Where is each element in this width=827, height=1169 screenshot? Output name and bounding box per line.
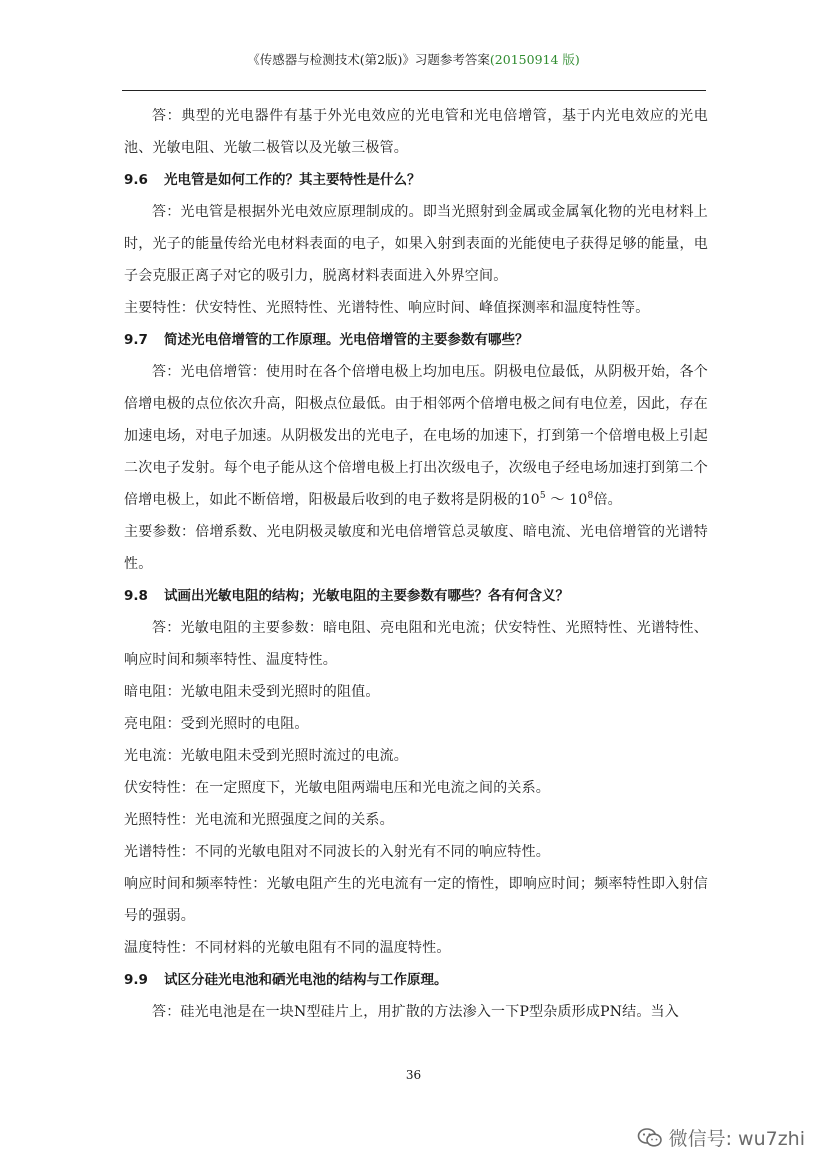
answer-paragraph: 答：硅光电池是在一块N型硅片上，用扩散的方法渗入一下P型杂质形成PN结。当入 [152,1004,679,1020]
formula-base: 10 [521,492,540,508]
definition-line: 暗电阻：光敏电阻未受到光照时的阻值。 [124,684,380,700]
question-number: 9.7 [124,332,148,348]
formula-exponent: 8 [587,491,594,501]
formula-separator: ～ [545,492,570,508]
question-text: 光电管是如何工作的？其主要特性是什么？ [164,172,421,188]
answer-paragraph [124,356,708,516]
question-number: 9.9 [124,972,148,988]
page-header [0,50,827,68]
watermark [637,1124,805,1151]
header-title: 《传感器与检测技术(第2版)》习题参考答案 [247,52,490,67]
definition-line: 响应时间和频率特性：光敏电阻产生的光电流有一定的惰性，即响应时间；频率特性即入射信号的强弱。 [124,876,708,924]
formula-tail: 倍。 [593,492,622,508]
answer-paragraph: 答：光敏电阻的主要参数：暗电阻、亮电阻和光电流；伏安特性、光照特性、光谱特性、响应时间和频率特性、温度特性。 [124,620,708,668]
question-number: 9.8 [124,588,148,604]
formula [522,492,622,508]
definition-line: 亮电阻：受到光照时的电阻。 [124,716,309,732]
answer-paragraph: 答：典型的光电器件有基于外光电效应的光电管和光电倍增管，基于内光电效应的光电池、光敏电阻、光敏二极管以及光敏三极管。 [124,108,708,156]
page-number: 36 [405,1068,422,1082]
question-number: 9.6 [124,172,148,188]
question-text: 简述光电倍增管的工作原理。光电倍增管的主要参数有哪些？ [164,332,529,348]
question-heading [124,164,708,196]
answer-paragraph: 主要参数：倍增系数、光电阴极灵敏度和光电倍增管总灵敏度、暗电流、光电倍增管的光谱特性。 [124,524,708,572]
formula-base: 10 [569,492,588,508]
question-heading [124,580,708,612]
definition-line: 光电流：光敏电阻未受到光照时流过的电流。 [124,748,408,764]
question-heading [124,324,708,356]
definition-line: 光照特性：光电流和光照强度之间的关系。 [124,812,394,828]
answer-paragraph: 主要特性：伏安特性、光照特性、光谱特性、响应时间、峰值探测率和温度特性等。 [124,300,650,316]
question-text: 试画出光敏电阻的结构；光敏电阻的主要参数有哪些？各有何含义？ [164,588,569,604]
definition-line: 温度特性：不同材料的光敏电阻有不同的温度特性。 [124,940,451,956]
definition-line: 伏安特性：在一定照度下，光敏电阻两端电压和光电流之间的关系。 [124,780,550,796]
document-body [124,100,708,1028]
question-text: 试区分硅光电池和硒光电池的结构与工作原理。 [164,972,448,988]
answer-paragraph: 答：光电管是根据外光电效应原理制成的。即当光照射到金属或金属氧化物的光电材料上时，光子的能量传给光电材料表面的电子，如果入射到表面的光能使电子获得足够的能量，电子会克服正离子对它的吸引力，脱离材料表面进入外界空间。 [124,204,708,284]
header-version: (20150914 版) [489,52,580,67]
definition-line: 光谱特性：不同的光敏电阻对不同波长的入射光有不同的响应特性。 [124,844,550,860]
wechat-icon [637,1127,663,1149]
answer-text: 答：光电倍增管：使用时在各个倍增电极上均加电压。阴极电位最低，从阴极开始，各个倍增电极的点位依次升高，阳极点位最低。由于相邻两个倍增电极之间有电位差，因此，存在加速电场，对电子加速。从阴极发出的光电子，在电场的加速下，打到第一个倍增电极上引起二次电子发射。每个电子能从这个倍增电极上打出次级电子，次级电子经电场加速打到第二个倍增电极上，如此不断倍增，阳极最后收到的电子数将是阴极的 [124,364,708,508]
question-heading [124,964,708,996]
watermark-text: 微信号: wu7zhi [668,1128,805,1150]
formula-exponent: 5 [539,491,546,501]
header-rule [122,90,706,91]
